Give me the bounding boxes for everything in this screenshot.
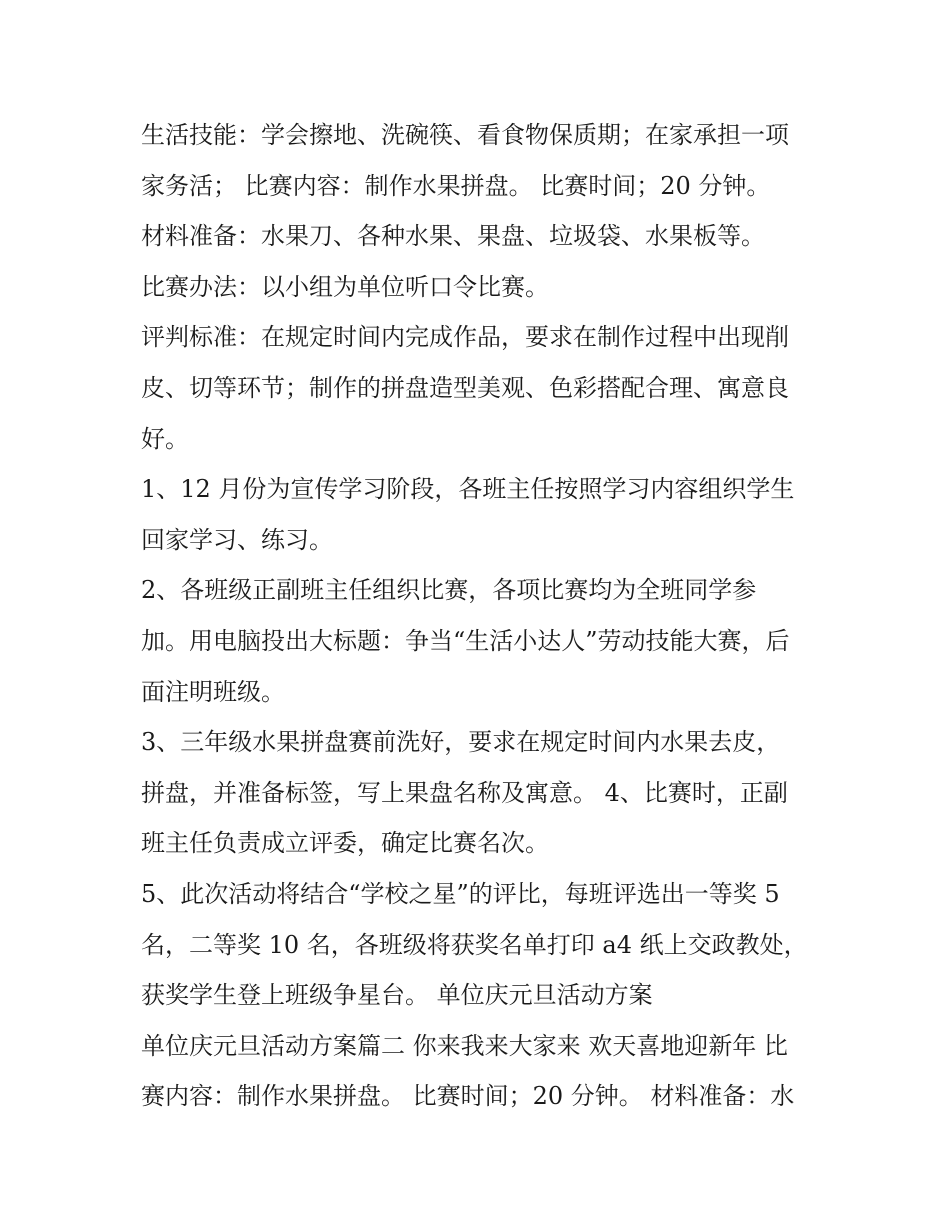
- text-line: 班主任负责成立评委，确定比赛名次。: [141, 829, 549, 858]
- text-line: 赛内容：制作水果拼盘。 比赛时间；20 分钟。 材料准备：水: [141, 1082, 795, 1111]
- text-line: 单位庆元旦活动方案篇二 你来我来大家来 欢天喜地迎新年 比: [141, 1031, 788, 1060]
- text-line: 评判标准：在规定时间内完成作品，要求在制作过程中出现削: [141, 323, 789, 352]
- text-line: 生活技能：学会擦地、洗碗筷、看食物保质期；在家承担一项: [141, 121, 789, 149]
- text-line: 材料准备：水果刀、各种水果、果盘、垃圾袋、水果板等。: [141, 222, 765, 251]
- text-line: 获奖学生登上班级争星台。 单位庆元旦活动方案: [141, 981, 653, 1010]
- document-body: [141, 110, 821, 1122]
- text-line: 名，二等奖 10 名，各班级将获奖名单打印 a4 纸上交政教处，: [141, 930, 808, 959]
- text-line: 回家学习、练习。: [141, 525, 333, 554]
- text-line: 面注明班级。: [141, 677, 285, 706]
- text-line: 1、12 月份为宣传学习阶段，各班主任按照学习内容组织学生: [141, 475, 795, 504]
- text-line: 好。: [141, 424, 189, 453]
- text-line: 3、三年级水果拼盘赛前洗好，要求在规定时间内水果去皮，: [141, 728, 781, 757]
- text-line: 比赛办法：以小组为单位听口令比赛。: [141, 272, 549, 301]
- text-line: 2、各班级正副班主任组织比赛，各项比赛均为全班同学参: [141, 576, 757, 605]
- text-line: 加。用电脑投出大标题：争当“生活小达人”劳动技能大赛，后: [141, 626, 790, 655]
- text-line: 拼盘，并准备标签，写上果盘名称及寓意。 4、比赛时，正副: [141, 778, 788, 807]
- text-line: 家务活； 比赛内容：制作水果拼盘。 比赛时间；20 分钟。: [141, 171, 771, 200]
- text-line: 皮、切等环节；制作的拼盘造型美观、色彩搭配合理、寓意良: [141, 373, 789, 402]
- text-line: 5、此次活动将结合“学校之星”的评比，每班评选出一等奖 5: [141, 879, 780, 908]
